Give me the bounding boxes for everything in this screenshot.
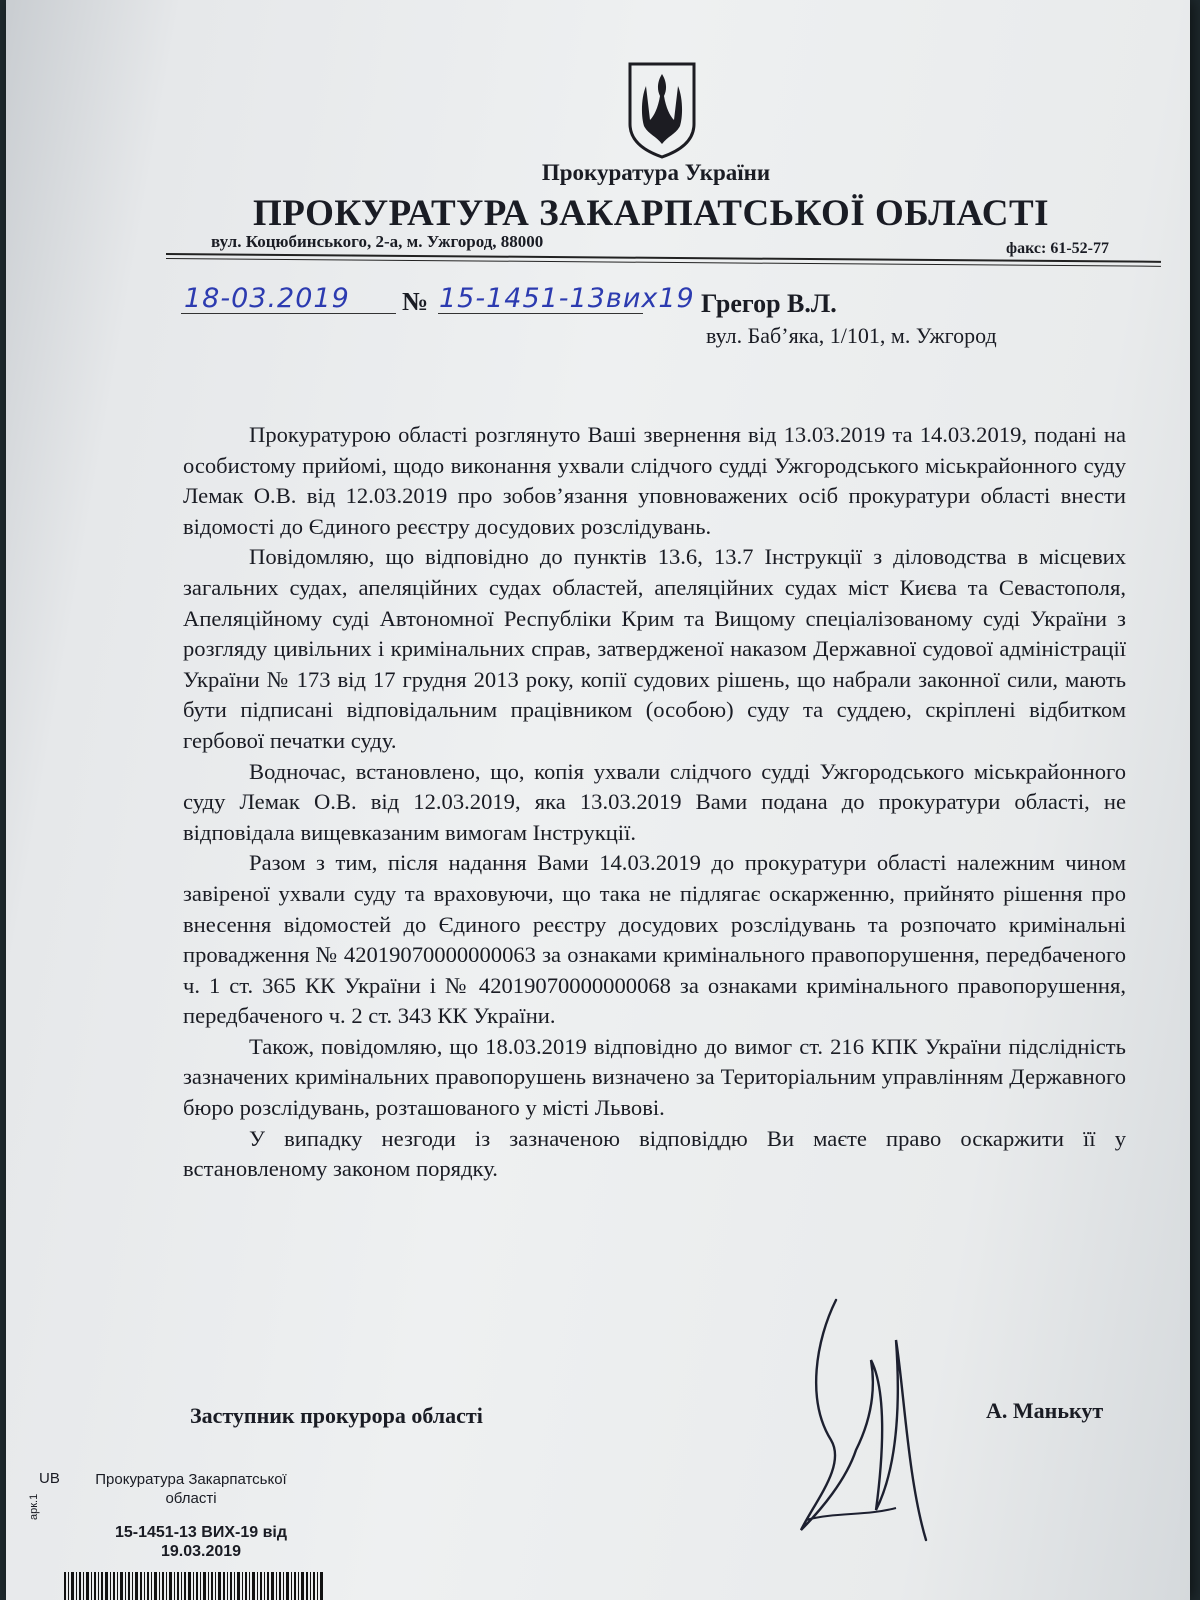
signatory-title: Заступник прокурора області: [190, 1403, 483, 1428]
date-underline: [181, 313, 396, 314]
paragraph: Також, повідомляю, що 18.03.2019 відповідно до вимог ст. 216 КПК України підслідність зазначених кримінальних правопорушень визначено за Територіальним управлінням Державного бюро розслідувань, розташованого у місті Львові.: [183, 1033, 1126, 1121]
paragraph: Повідомляю, що відповідно до пунктів 13.6, 13.7 Інструкції з діловодства в місцевих загальних судах, апеляційних судах областей, апеляційних судах міст Києва та Севастополя, Апеляційному суді Автономної Республіки Крим та Вищому спеціалізованому суді України з розгляду цивільних і кримінальних справ, затвердженої наказом Державної судової адміністрації України № 173 від 17 грудня 2013 року, копії судових рішень, що набрали законної сили, мають бути підписані відповідальним працівником (особою) суду та суддею, скріплені відбитком гербової печатки суду.: [183, 544, 1126, 753]
paragraph: Прокуратурою області розглянуто Ваші звернення від 13.03.2019 та 14.03.2019, подані на особистому прийомі, щодо виконання ухвали слідчого судді Ужгородського міськрайонного суду Лемак О.В. від 12.03.2019 про зобов’язання уповноважених осіб прокуратури області внести відомості до Єдиного реєстру досудових розслідувань.: [183, 422, 1126, 539]
number-underline: [438, 313, 643, 314]
stamp-prefix: UB: [39, 1470, 60, 1487]
letter-page: [6, 0, 1190, 1600]
org-name: ПРОКУРАТУРА ЗАКАРПАТСЬКОЇ ОБЛАСТІ: [252, 193, 1050, 234]
recipient-name: Грегор В.Л.: [701, 289, 837, 318]
barcode-icon: [64, 1572, 324, 1600]
stamp-reg-date: 19.03.2019: [160, 1543, 242, 1560]
paragraph: Водночас, встановлено, що, копія ухвали слідчого судді Ужгородського міськрайонного суду Лемак О.В. від 12.03.2019, яка 13.03.2019 Вами подана до прокуратури області, не відповідала вищевказаним вимогам Інструкції.: [183, 758, 1126, 845]
trident-coat-of-arms-icon: [624, 60, 700, 160]
stamp-registration: [66, 1523, 336, 1561]
stamp-org: Прокуратура Закарпатської області: [95, 1471, 287, 1507]
number-sign: №: [402, 287, 429, 316]
outgoing-date: 18-03.2019: [184, 283, 350, 314]
outgoing-number: 15-1451-13вих19: [439, 283, 695, 314]
org-address: вул. Коцюбинського, 2-а, м. Ужгород, 88000: [211, 232, 544, 251]
paragraph: У випадку незгоди із зазначеною відповіддю Ви маєте право оскаржити її у встановленому законом порядку.: [183, 1125, 1126, 1182]
recipient-address: вул. Баб’яка, 1/101, м. Ужгород: [706, 323, 997, 348]
stamp-sheet-label: арк.1: [28, 1493, 40, 1520]
org-parent-name: Прокуратура України: [541, 160, 771, 185]
org-fax: факс: 61-52-77: [1006, 240, 1109, 257]
paragraph: Разом з тим, після надання Вами 14.03.2019 до прокуратури області належним чином завіреної ухвали суду та враховуючи, що така не підлягає оскарженню, прийнято рішення про внесення відомостей до Єдиного реєстру досудових розслідувань та розпочато кримінальні провадження № 42019070000000063 за ознаками кримінального правопорушення, передбаченого ч. 1 ст. 365 КК України і № 42019070000000068 за ознаками кримінального правопорушення, передбаченого ч. 2 ст. 343 КК України.: [183, 850, 1126, 1029]
signatory-name: А. Манькут: [986, 1398, 1104, 1423]
handwritten-signature: [776, 1280, 976, 1580]
letter-body: [183, 420, 1126, 1185]
stamp-reg-number: 15-1451-13 ВИХ-19 від: [114, 1524, 288, 1541]
